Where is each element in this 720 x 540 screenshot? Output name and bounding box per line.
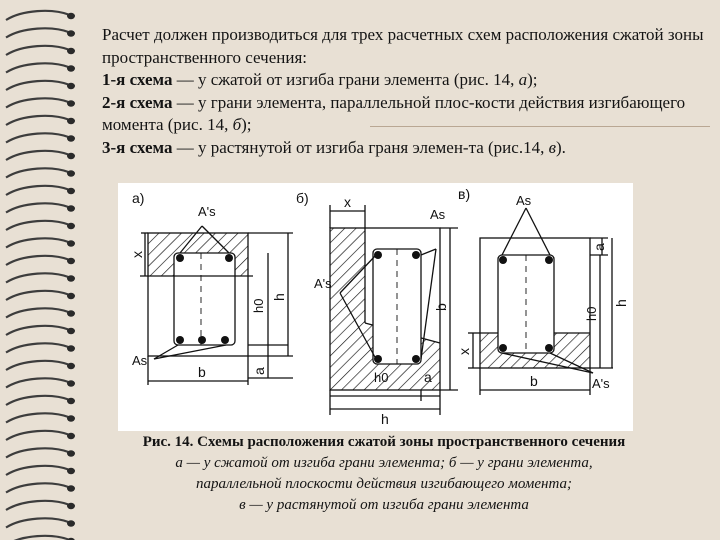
slide-text [88,24,708,159]
spiral-hole [67,188,75,194]
spiral-binding [0,0,80,540]
spiral-hole [67,258,75,264]
b-x-label: x [344,194,351,210]
b-rebar-top-right [412,251,420,259]
spiral-ring [6,63,70,72]
c-a-top-label: a [591,243,607,251]
figure-14 [118,183,633,431]
spiral-ring [6,168,70,177]
spiral-ring [6,116,70,125]
spiral-ring [6,256,70,265]
spiral-ring [6,133,70,142]
c-rebar-top-right [545,256,553,264]
a-As-bottom-label: As [132,353,148,368]
spiral-ring [6,81,70,90]
caption-line-3: в — у растянутой от изгиба грани элемента [239,497,529,513]
spiral-ring [6,448,70,457]
a-h0-label: h0 [251,298,266,313]
spiral-ring [6,203,70,212]
b-h0-label: h0 [374,370,389,385]
spiral-hole [67,170,75,176]
spiral-hole [67,503,75,509]
spiral-ring [6,291,70,300]
spiral-ring [6,28,70,37]
spiral-hole [67,520,75,526]
spiral-hole [67,415,75,421]
spiral-ring [6,518,70,527]
spiral-ring [6,483,70,492]
spiral-hole [67,310,75,316]
a-h-label: h [271,293,287,301]
scheme-3-letter: в [548,137,556,157]
a-b-label: b [198,364,206,380]
scheme-1-name: 1-я схема [102,70,173,89]
spiral-hole [67,135,75,141]
c-x-label: x [456,348,472,355]
panel-c-label: в) [458,186,471,202]
c-rebar-bottom-right [545,344,553,352]
spiral-hole [67,100,75,106]
spiral-ring [6,413,70,422]
spiral-hole [67,293,75,299]
a-a-label: a [251,367,267,375]
scheme-2 [88,92,708,137]
spiral-ring [6,396,70,405]
a-rebar-bottom-right [221,336,229,344]
scheme-3 [88,137,708,160]
a-rebar-top-right [225,254,233,262]
scheme-3-text: — у растянутой от изгиба граня элемен-та (рис.14, [172,137,549,157]
c-As-bottom-label: A's [592,376,610,391]
scheme-1 [88,69,708,92]
c-rebar-top-left [499,256,507,264]
c-h-label: h [613,299,629,307]
spiral-hole [67,83,75,89]
spiral-ring [6,46,70,55]
a-rebar-bottom-left [176,336,184,344]
b-rebar-bottom-right [412,355,420,363]
spiral-ring [6,151,70,160]
scheme-2-name: 2-я схема [102,92,173,112]
c-b-label: b [530,373,538,389]
spiral-ring [6,466,70,475]
spiral-hole [67,363,75,369]
c-As-top-label: As [516,193,532,208]
scheme-3-name: 3-я схема [102,137,173,157]
panel-a-label: а) [132,190,145,206]
spiral-ring [6,326,70,335]
b-rebar-top-left [374,251,382,259]
spiral-ring [6,343,70,352]
spiral-hole [67,433,75,439]
spiral-hole [67,328,75,334]
b-As-right-label: As [430,207,446,222]
scheme-2-letter: б [232,115,242,134]
spiral-hole [67,345,75,351]
spiral-hole [67,240,75,246]
spiral-ring [6,273,70,282]
spiral-ring [6,238,70,247]
spiral-ring [6,361,70,370]
b-h-label: h [381,411,389,427]
spiral-hole [67,65,75,71]
figure-14-drawing [118,183,633,431]
scheme-1-letter: а [518,70,528,89]
spiral-hole [67,275,75,281]
spiral-ring [6,431,70,440]
spiral-ring [6,221,70,230]
a-stirrup [174,253,235,345]
spiral-ring [6,98,70,107]
scheme-1-end: ); [527,70,538,89]
b-b-label: b [433,303,449,311]
caption-line-2: параллельной плоскости действия изгибающего момента; [196,476,572,492]
b-rebar-bottom-left [374,355,382,363]
scheme-3-end: ). [555,137,566,157]
intro-paragraph: Расчет должен производиться для трех расчетных схем расположения сжатой зоны пространственного сечения: [102,25,704,67]
a-x-label: x [129,251,145,258]
spiral-hole [67,118,75,124]
spiral-hole [67,380,75,386]
scheme-2-text: — у грани элемента, параллельной плос-кости действия изгибающего момента (рис. 14, [102,92,686,134]
spiral-hole [67,48,75,54]
spiral-hole [67,485,75,491]
scheme-2-end: ); [241,115,252,134]
spiral-hole [67,450,75,456]
caption-title: Рис. 14. Схемы расположения сжатой зоны пространственного сечения [142,434,626,450]
b-a-label: a [424,369,432,385]
spiral-hole [67,468,75,474]
spiral-ring [6,308,70,317]
spiral-hole [67,398,75,404]
spiral-ring [6,378,70,387]
b-As-left-label: A's [314,276,332,291]
spiral-hole [67,205,75,211]
figure-caption [88,432,680,516]
a-rebar-top-left [176,254,184,262]
c-h0-label: h0 [584,306,599,321]
a-As-top-label: A's [198,204,216,219]
spiral-ring [6,11,70,20]
spiral-ring [6,536,70,540]
scheme-1-text: — у сжатой от изгиба грани элемента (рис. 14, [172,70,519,89]
spiral-ring [6,501,70,510]
a-rebar-bottom-mid [198,336,206,344]
spiral-hole [67,13,75,19]
caption-line-1: а — у сжатой от изгиба грани элемента; б — у грани элемента, [175,455,593,471]
spiral-hole [67,153,75,159]
spiral-ring [6,186,70,195]
panel-b-label: б) [296,190,309,206]
spiral-hole [67,223,75,229]
c-rebar-bottom-left [499,344,507,352]
spiral-hole [67,30,75,36]
